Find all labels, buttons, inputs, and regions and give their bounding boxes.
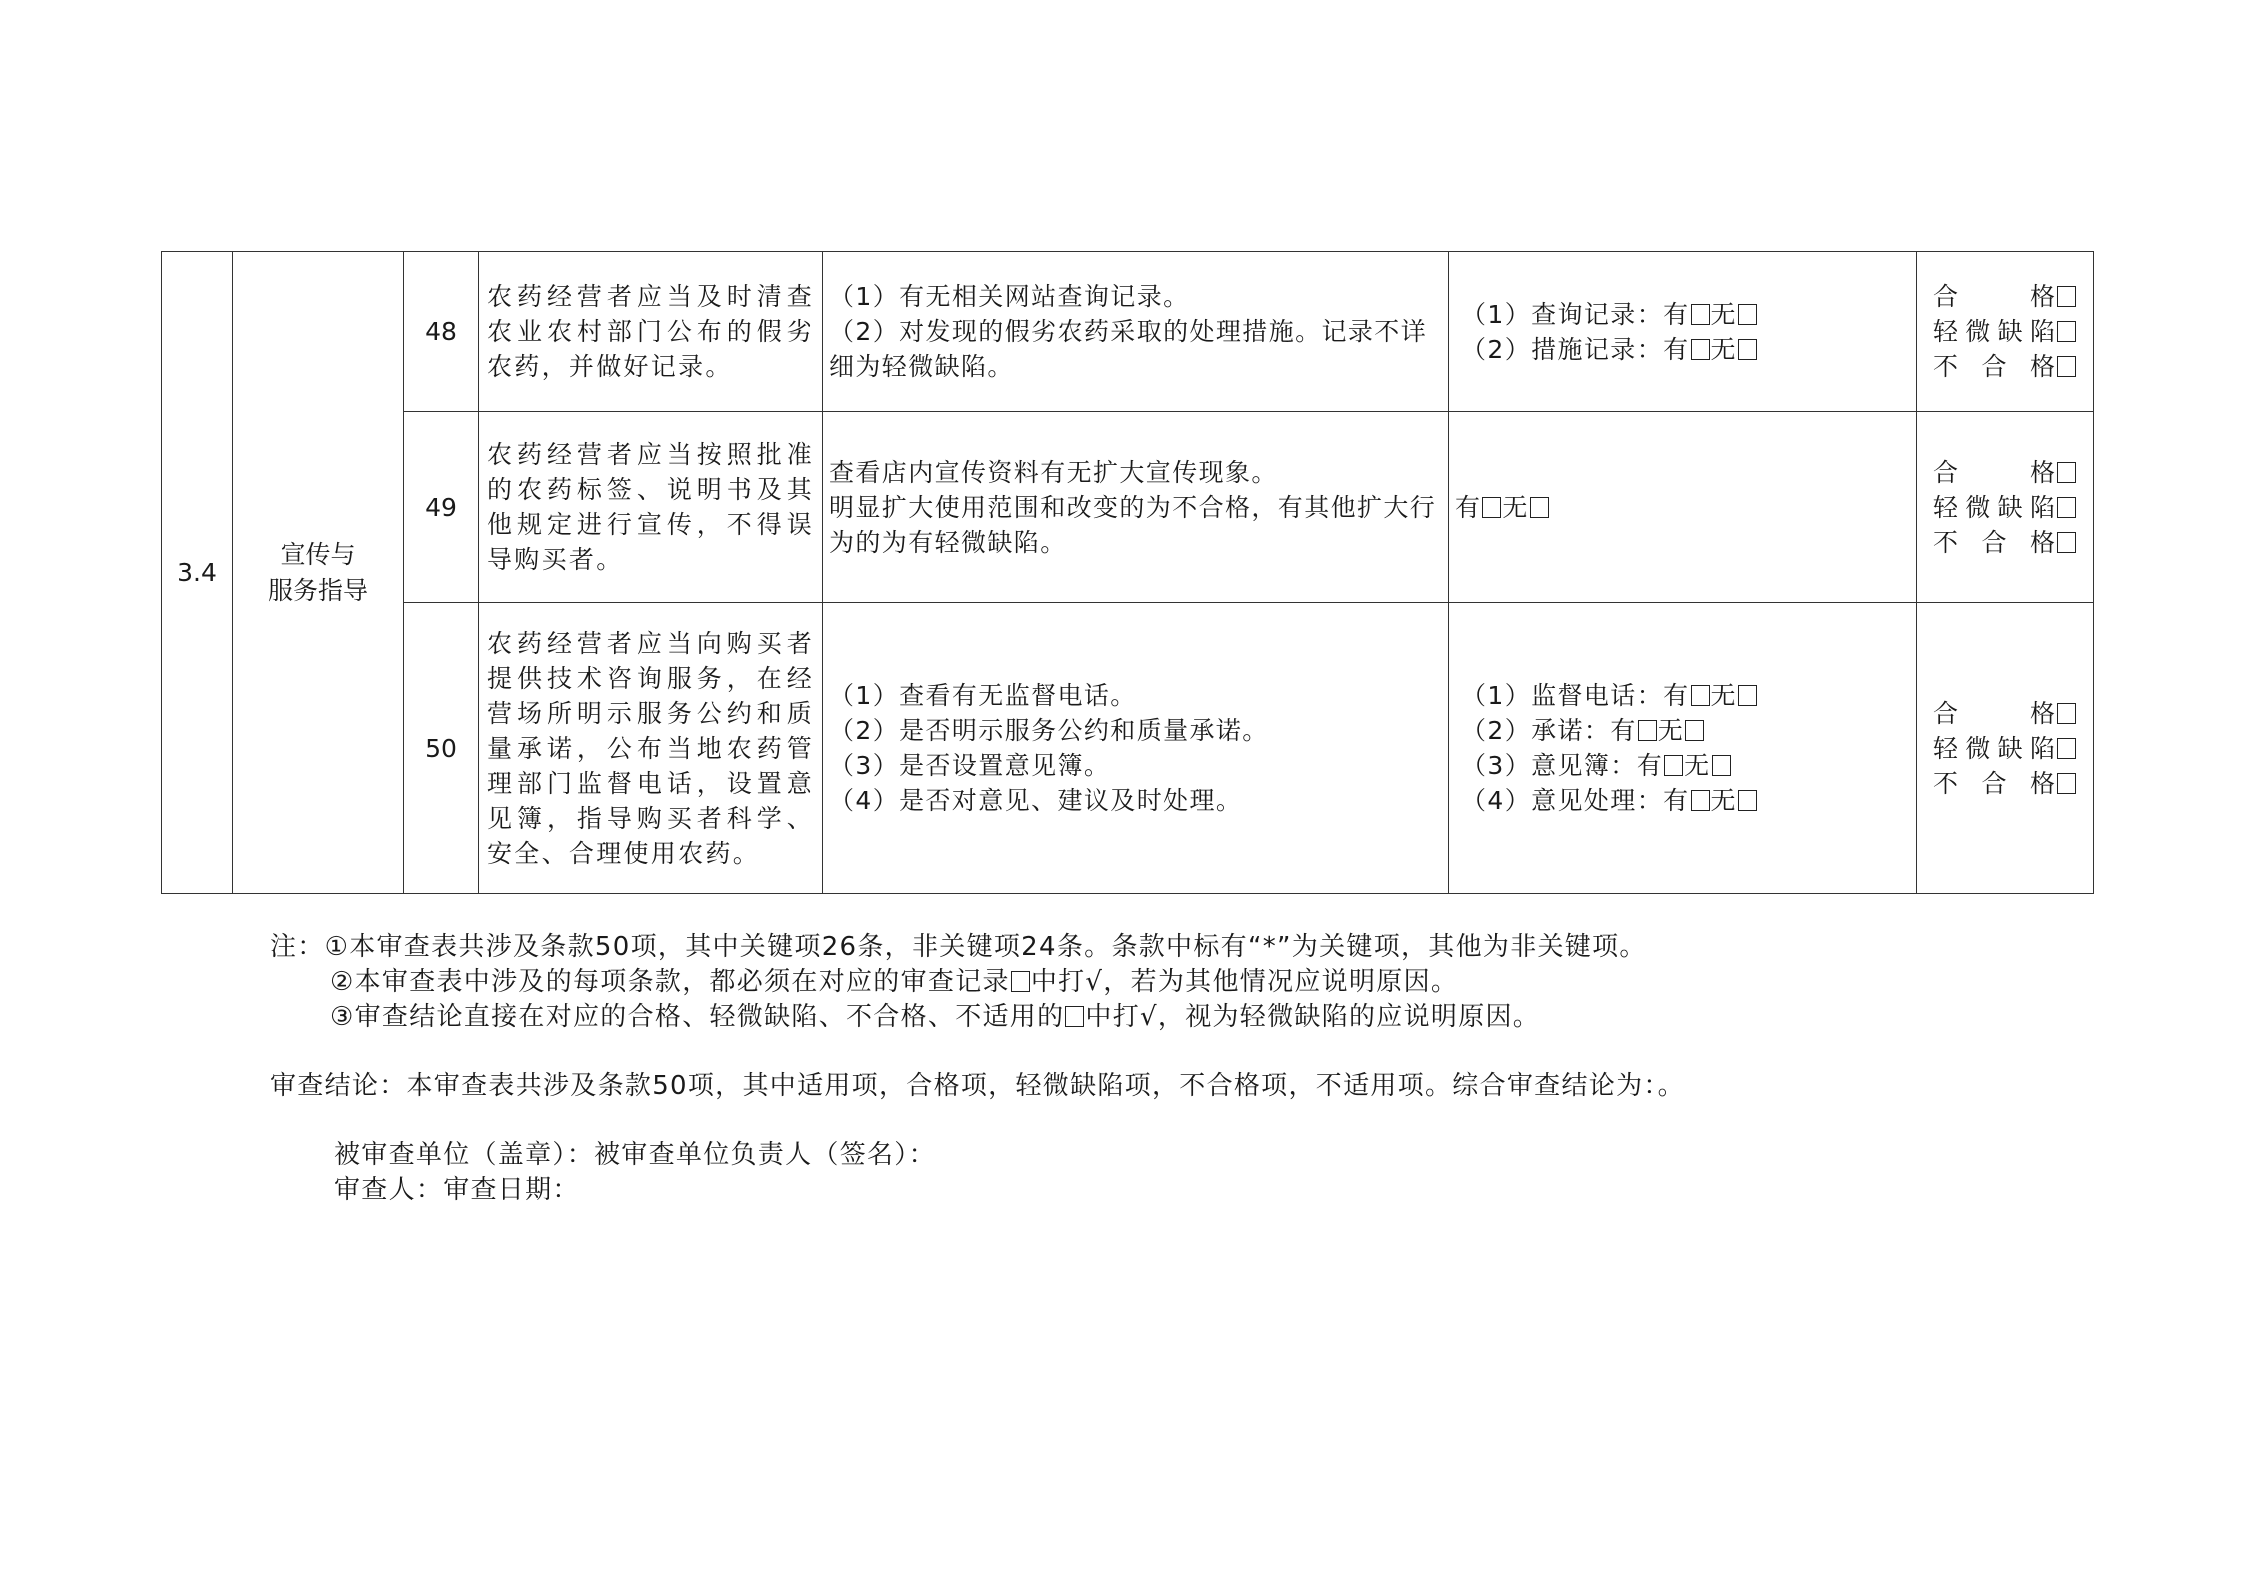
section-category-line1: 宣传与 — [280, 539, 356, 569]
checkbox[interactable] — [1738, 339, 1757, 360]
checkbox[interactable] — [1685, 720, 1704, 741]
result-options — [1917, 252, 2094, 412]
checkbox[interactable] — [1691, 339, 1710, 360]
checkbox[interactable] — [2057, 497, 2076, 518]
method-line: （1）查看有无监督电话。 — [829, 681, 1137, 710]
check-record — [1449, 603, 1917, 894]
method-line: （3）是否设置意见簿。 — [829, 751, 1111, 780]
check-method — [823, 412, 1449, 603]
record-label: （4）意见处理： — [1461, 786, 1664, 815]
checkbox[interactable] — [1738, 790, 1757, 811]
checkbox[interactable] — [1738, 685, 1757, 706]
record-option-yes: 有 — [1636, 751, 1664, 780]
record-label: （1）监督电话： — [1461, 681, 1664, 710]
result-option-minor-defect: 轻微缺陷 — [1933, 490, 2077, 525]
result-options — [1917, 603, 2094, 894]
checkbox[interactable] — [2057, 738, 2076, 759]
record-option-no: 无 — [1710, 334, 1737, 364]
checkbox-symbol — [1065, 1006, 1084, 1027]
result-option-fail: 不 合 格 — [1933, 349, 2077, 384]
note-line: ②本审查表中涉及的每项条款，都必须在对应的审查记录 中打√，若为其他情况应说明原因。 — [330, 967, 1459, 997]
clause-number: 50 — [404, 603, 479, 894]
checkbox[interactable] — [1712, 755, 1731, 776]
notes — [270, 930, 1647, 1035]
audit-table — [161, 251, 2094, 894]
note-line: ③审查结论直接在对应的合格、轻微缺陷、不合格、不适用的 中打√，视为轻微缺陷的应说明原因。 — [330, 1002, 1541, 1032]
audit-conclusion: 审查结论：本审查表共涉及条款50项，其中适用项，合格项，轻微缺陷项，不合格项，不适用项。综合审查结论为：。 — [270, 1071, 1685, 1101]
method-line: 查看店内宣传资料有无扩大宣传现象。 — [829, 457, 1278, 487]
result-option-pass: 合 格 — [1933, 696, 2077, 731]
note-line: 注：①本审查表共涉及条款50项，其中关键项26条，非关键项24条。条款中标有“*”为关键项，其他为非关键项。 — [270, 932, 1647, 962]
table-row — [162, 412, 2094, 603]
result-option-pass: 合 格 — [1933, 279, 2077, 314]
check-record — [1449, 252, 1917, 412]
record-option-yes: 有 — [1663, 786, 1690, 815]
record-option-no: 无 — [1710, 786, 1737, 815]
checkbox[interactable] — [1691, 790, 1710, 811]
checkbox[interactable] — [1691, 685, 1710, 706]
result-options — [1917, 412, 2094, 603]
record-line — [1461, 713, 1904, 748]
record-line — [1461, 678, 1904, 713]
clause-number: 49 — [404, 412, 479, 603]
record-option-no: 无 — [1710, 681, 1737, 710]
record-option-yes: 有 — [1663, 681, 1690, 710]
check-record — [1449, 412, 1917, 603]
signature-line: 被审查单位（盖章）：被审查单位负责人（签名）： — [334, 1140, 936, 1170]
clause-requirement: 农药经营者应当及时清查农业农村部门公布的假劣农药，并做好记录。 — [479, 252, 823, 412]
checkbox[interactable] — [1691, 304, 1710, 325]
clause-requirement: 农药经营者应当按照批准的农药标签、说明书及其他规定进行宣传，不得误导购买者。 — [479, 412, 823, 603]
signature-block — [334, 1138, 936, 1208]
checkbox[interactable] — [1738, 304, 1757, 325]
check-method — [823, 252, 1449, 412]
clause-number: 48 — [404, 252, 479, 412]
record-option-no: 无 — [1684, 751, 1711, 780]
checkbox[interactable] — [2057, 773, 2076, 794]
record-line — [1455, 490, 1904, 525]
record-line — [1461, 297, 1904, 332]
checkbox[interactable] — [2057, 286, 2076, 307]
record-line — [1461, 332, 1904, 367]
record-option-no: 无 — [1657, 716, 1685, 745]
checkbox[interactable] — [2057, 321, 2076, 342]
method-line: （2）是否明示服务公约和质量承诺。 — [829, 716, 1269, 745]
result-option-minor-defect: 轻微缺陷 — [1933, 731, 2077, 766]
record-line — [1461, 748, 1904, 783]
table-row — [162, 603, 2094, 894]
method-line: 明显扩大使用范围和改变的为不合格，有其他扩大行为的为有轻微缺陷。 — [829, 492, 1437, 557]
record-option-no: 无 — [1710, 299, 1737, 329]
record-option-yes: 有 — [1610, 716, 1637, 745]
method-line: （4）是否对意见、建议及时处理。 — [829, 786, 1243, 815]
record-option-yes: 有 — [1663, 334, 1690, 364]
checkbox[interactable] — [1638, 720, 1657, 741]
section-number: 3.4 — [162, 252, 233, 894]
record-option-no: 无 — [1502, 492, 1529, 522]
checkbox[interactable] — [1482, 497, 1501, 518]
record-label: （3）意见簿： — [1461, 751, 1637, 780]
record-line — [1461, 783, 1904, 818]
result-option-minor-defect: 轻微缺陷 — [1933, 314, 2077, 349]
record-label: （1）查询记录： — [1461, 299, 1664, 329]
record-label: （2）措施记录： — [1461, 334, 1664, 364]
section-category — [233, 252, 404, 894]
checkbox-symbol — [1011, 971, 1030, 992]
record-label: （2）承诺： — [1461, 716, 1611, 745]
table-row — [162, 252, 2094, 412]
record-option-yes: 有 — [1663, 299, 1690, 329]
checkbox[interactable] — [1530, 497, 1549, 518]
record-option-yes: 有 — [1455, 492, 1482, 522]
method-line: （2）对发现的假劣农药采取的处理措施。记录不详细为轻微缺陷。 — [829, 317, 1428, 381]
method-line: （1）有无相关网站查询记录。 — [829, 282, 1190, 311]
checkbox[interactable] — [2057, 356, 2076, 377]
result-option-fail: 不 合 格 — [1933, 766, 2077, 801]
result-option-pass: 合 格 — [1933, 455, 2077, 490]
checkbox[interactable] — [2057, 532, 2076, 553]
check-method — [823, 603, 1449, 894]
section-category-line2: 服务指导 — [267, 575, 368, 605]
result-option-fail: 不 合 格 — [1933, 525, 2077, 560]
signature-line: 审查人：审查日期： — [334, 1175, 580, 1205]
checkbox[interactable] — [2057, 462, 2076, 483]
checkbox[interactable] — [1664, 755, 1683, 776]
clause-requirement: 农药经营者应当向购买者提供技术咨询服务，在经营场所明示服务公约和质量承诺，公布当地农药管理部门监督电话，设置意见簿，指导购买者科学、安全、合理使用农药。 — [479, 603, 823, 894]
checkbox[interactable] — [2057, 703, 2076, 724]
